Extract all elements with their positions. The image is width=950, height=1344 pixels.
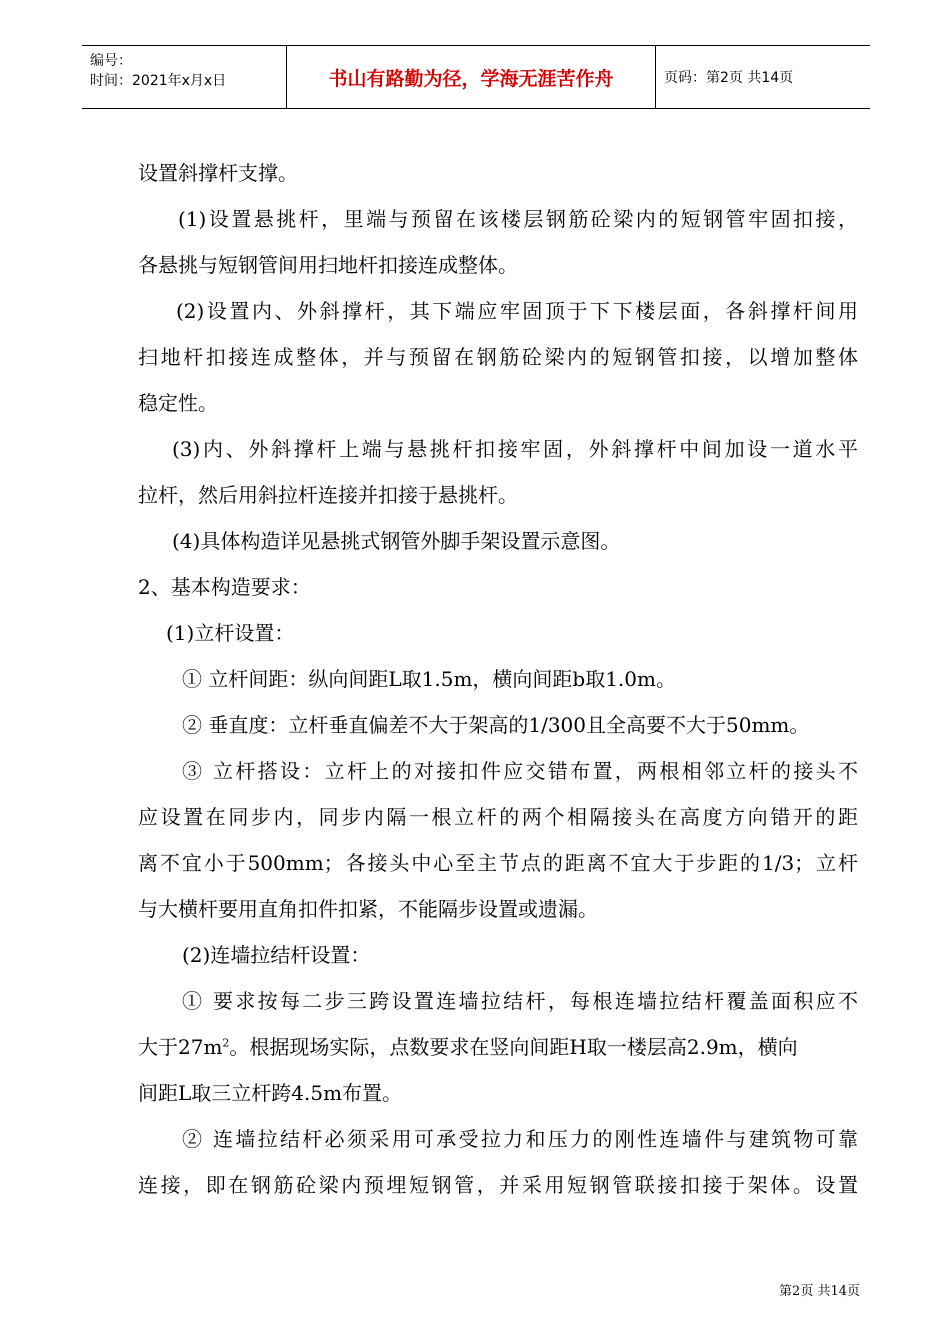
body-line: ② 垂直度：立杆垂直偏差不大于架高的1/300且全高要不大于50mm。 <box>182 713 810 737</box>
body-line: 应设置在同步内，同步内隔一根立杆的两个相隔接头在高度方向错开的距 <box>138 805 858 829</box>
body-line: 与大横杆要用直角扣件扣紧，不能隔步设置或遗漏。 <box>138 897 598 921</box>
body-line: (1)设置悬挑杆，里端与预留在该楼层钢筋砼梁内的短钢管牢固扣接， <box>178 207 858 231</box>
body-line: 各悬挑与短钢管间用扫地杆扣接连成整体。 <box>138 253 518 277</box>
body-line: 大于$27m^2$。根据现场实际，点数要求在竖向间距H取一楼层高2.9m，横向 <box>138 1035 798 1059</box>
body-line: 离不宜小于500mm；各接头中心至主节点的距离不宜大于步距的1/3；立杆 <box>138 851 858 875</box>
body-line: ② 连墙拉结杆必须采用可承受拉力和压力的刚性连墙件与建筑物可靠 <box>182 1127 858 1151</box>
header-meta <box>82 46 286 108</box>
number-label: 编号： <box>90 53 132 69</box>
subsection-heading: (2)连墙拉结杆设置： <box>182 943 371 967</box>
body-line: 连接，即在钢筋砼梁内预埋短钢管，并采用短钢管联接扣接于架体。设置 <box>138 1173 858 1197</box>
body-line: (3)内、外斜撑杆上端与悬挑杆扣接牢固，外斜撑杆中间加设一道水平 <box>172 437 858 461</box>
body-line: 稳定性。 <box>138 391 218 415</box>
body-line: ③ 立杆搭设：立杆上的对接扣件应交错布置，两根相邻立杆的接头不 <box>182 759 858 783</box>
body-line: 拉杆，然后用斜拉杆连接并扣接于悬挑杆。 <box>138 483 518 507</box>
header-motto: 书山有路勤为径，学海无涯苦作舟 <box>286 46 656 108</box>
time-label: 时间：2021年x月x日 <box>90 73 227 89</box>
page-footer: 第2页 共14页 <box>779 1284 860 1299</box>
body-line: ① 立杆间距：纵向间距L取1.5m，横向间距b取1.0m。 <box>182 667 676 691</box>
header-page-code: 页码：第2页 共14页 <box>664 70 794 86</box>
body-line: (4)具体构造详见悬挑式钢管外脚手架设置示意图。 <box>172 529 621 553</box>
body-line: 设置斜撑杆支撑。 <box>138 161 298 185</box>
section-heading: 2、基本构造要求： <box>138 575 311 599</box>
document-header <box>82 45 870 109</box>
body-line: 扫地杆扣接连成整体，并与预留在钢筋砼梁内的短钢管扣接，以增加整体 <box>138 345 858 369</box>
subsection-heading: (1)立杆设置： <box>166 621 295 645</box>
body-line: (2)设置内、外斜撑杆，其下端应牢固顶于下下楼层面，各斜撑杆间用 <box>176 299 858 323</box>
body-line: ① 要求按每二步三跨设置连墙拉结杆，每根连墙拉结杆覆盖面积应不 <box>182 989 858 1013</box>
document-body <box>138 150 858 1208</box>
body-line: 间距L取三立杆跨4.5m布置。 <box>138 1081 403 1105</box>
superscript: 2 <box>222 1036 230 1050</box>
